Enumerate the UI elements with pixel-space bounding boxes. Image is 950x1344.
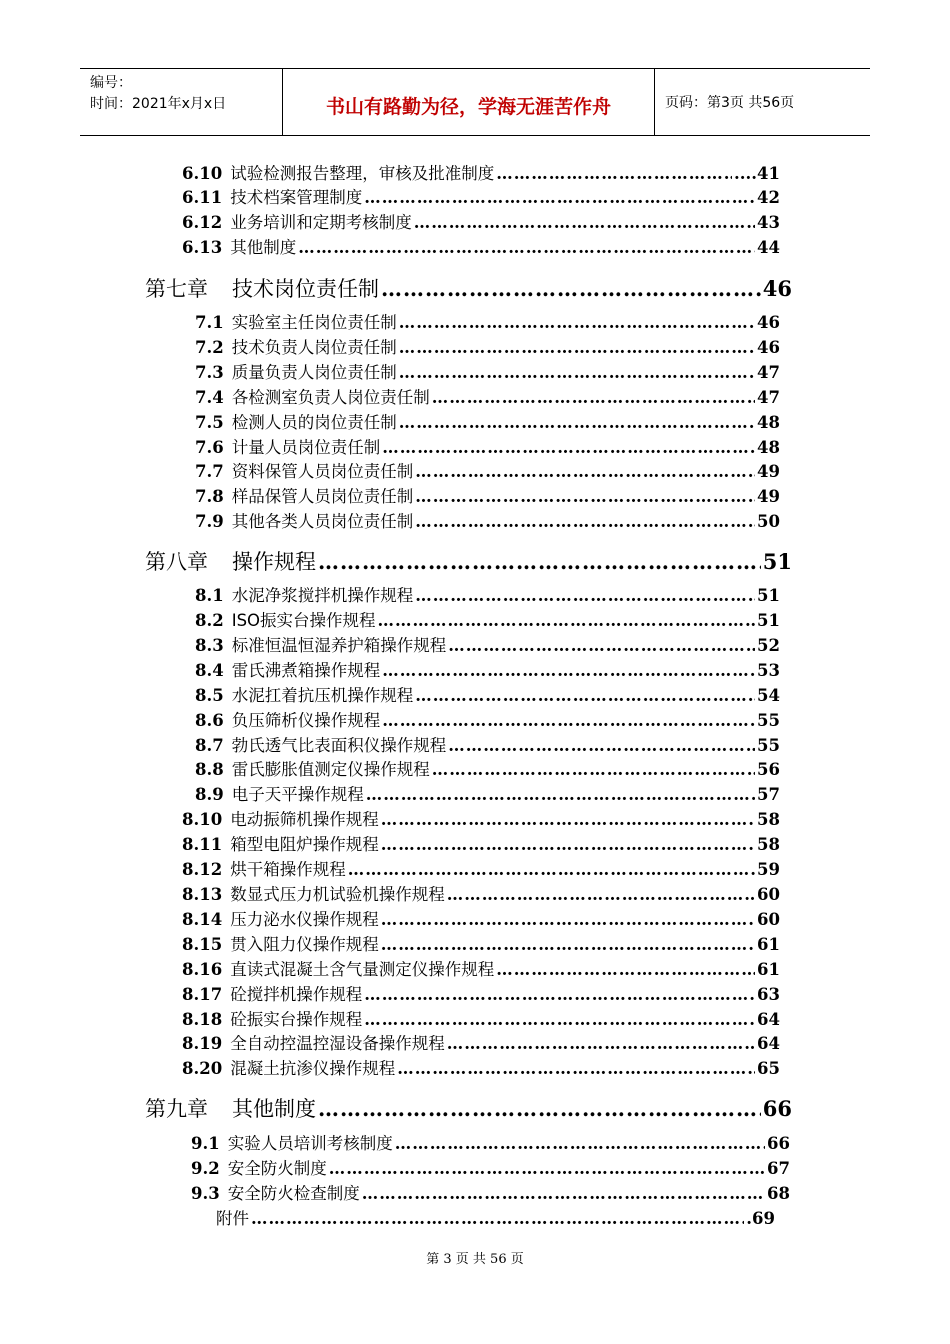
toc-title: 操作规程	[232, 550, 316, 574]
toc-leader-dots	[381, 935, 755, 954]
toc-title: ISO振实台操作规程	[231, 611, 376, 630]
toc-number: 6.10	[182, 164, 223, 183]
page-footer: 第 3 页 共 56 页	[426, 1252, 524, 1267]
toc-leader-dots	[366, 785, 755, 804]
toc-number: 6.11	[182, 188, 223, 207]
toc-page-number: 49	[757, 487, 780, 506]
toc-title: 其他制度	[230, 238, 297, 257]
toc-entry[interactable]	[195, 582, 780, 606]
toc-number: 8.13	[182, 885, 223, 904]
toc-leader-dots	[399, 338, 755, 357]
toc-leader-dots	[364, 188, 755, 207]
header-meta	[80, 69, 283, 135]
toc-entry[interactable]	[216, 1205, 775, 1229]
toc-entry[interactable]	[191, 1180, 790, 1204]
toc-leader-dots	[397, 1059, 755, 1078]
toc-leader-dots	[496, 960, 755, 979]
toc-entry[interactable]	[182, 956, 780, 980]
toc-leader-dots	[448, 636, 755, 655]
toc-entry[interactable]	[182, 881, 780, 905]
toc-leader-dots	[448, 736, 755, 755]
toc-page-number: 55	[757, 711, 780, 730]
toc-leader-dots	[414, 213, 755, 232]
toc-number: 8.5	[195, 686, 224, 705]
toc-title: 压力泌水仪操作规程	[230, 910, 379, 929]
toc-title: 负压筛析仪操作规程	[231, 711, 381, 730]
toc-page-number: 66	[762, 1096, 792, 1121]
toc-page-number: 51	[757, 586, 780, 605]
toc-page-number: 44	[757, 238, 780, 257]
toc-entry[interactable]	[195, 309, 780, 333]
toc-number: 8.11	[182, 835, 223, 854]
toc-leader-dots	[318, 549, 761, 574]
toc-title: 其他制度	[232, 1097, 316, 1121]
toc-leader-dots	[381, 910, 755, 929]
toc-page-number: 56	[757, 760, 780, 779]
toc-page-number: 50	[757, 512, 780, 531]
toc-entry[interactable]	[182, 160, 780, 184]
date-label: 时间：2021年x月x日	[90, 96, 227, 112]
toc-number: 9.1	[191, 1134, 220, 1153]
toc-entry[interactable]	[182, 209, 780, 233]
toc-entry[interactable]	[182, 1055, 780, 1079]
toc-entry[interactable]	[182, 981, 780, 1005]
toc-title: 技术档案管理制度	[230, 188, 363, 207]
toc-entry[interactable]	[182, 1006, 780, 1030]
toc-number: 第九章	[145, 1097, 208, 1121]
toc-leader-dots	[415, 487, 755, 506]
toc-page-number: 48	[757, 413, 780, 432]
toc-number: 8.18	[182, 1010, 223, 1029]
toc-title: 业务培训和定期考核制度	[230, 213, 412, 232]
toc-page-number: 59	[757, 860, 780, 879]
toc-number: 8.15	[182, 935, 223, 954]
toc-number: 7.3	[195, 363, 224, 382]
toc-title: 安全防火制度	[227, 1159, 327, 1178]
toc-number: 7.5	[195, 413, 224, 432]
toc-number: 7.2	[195, 338, 224, 357]
toc-leader-dots	[364, 985, 755, 1004]
toc-page-number: 63	[757, 985, 780, 1004]
number-label: 编号：	[90, 75, 132, 91]
toc-leader-dots	[415, 586, 755, 605]
toc-title: 质量负责人岗位责任制	[231, 363, 397, 382]
toc-page-number: 60	[757, 885, 780, 904]
toc-number: 6.13	[182, 238, 223, 257]
toc-number: 8.17	[182, 985, 223, 1004]
toc-entry[interactable]	[195, 334, 780, 358]
toc-leader-dots	[415, 512, 755, 531]
toc-leader-dots	[496, 164, 732, 183]
toc-entry[interactable]	[195, 458, 780, 482]
toc-number: 8.10	[182, 810, 223, 829]
toc-number: 8.20	[182, 1059, 223, 1078]
toc-title: 资料保管人员岗位责任制	[231, 462, 414, 481]
toc-number: 6.12	[182, 213, 223, 232]
page-header	[80, 68, 870, 136]
toc-number: 8.14	[182, 910, 223, 929]
toc-number: 7.1	[195, 313, 224, 332]
toc-chapter[interactable]	[145, 546, 792, 576]
toc-entry[interactable]	[191, 1155, 790, 1179]
toc-page-number: .69	[746, 1209, 775, 1228]
toc-page-number: 46	[762, 276, 792, 301]
toc-entry[interactable]	[182, 856, 780, 880]
toc-number: 9.2	[191, 1159, 220, 1178]
toc-page-number: 60	[757, 910, 780, 929]
toc-entry[interactable]	[182, 906, 780, 930]
toc-title: 样品保管人员岗位责任制	[231, 487, 414, 506]
toc-title: 各检测室负责人岗位责任制	[231, 388, 430, 407]
toc-entry[interactable]	[195, 657, 780, 681]
toc-page-number: 61	[757, 935, 780, 954]
toc-leader-dots	[318, 1096, 761, 1121]
toc-page-number: 58	[757, 835, 780, 854]
toc-title: 附件	[216, 1209, 249, 1228]
toc-number: 8.16	[182, 960, 223, 979]
toc-title: 其他各类人员岗位责任制	[231, 512, 414, 531]
toc-leader-dots	[378, 611, 755, 630]
toc-title: 试验检测报告整理，审核及批准制度	[230, 164, 495, 183]
toc-number: 9.3	[191, 1184, 220, 1203]
toc-title: 雷氏膨胀值测定仪操作规程	[231, 760, 430, 779]
toc-entry[interactable]	[195, 359, 780, 383]
toc-title: 全自动控温控湿设备操作规程	[230, 1034, 445, 1053]
toc-entry[interactable]	[182, 184, 780, 208]
toc-page-number: 46	[757, 338, 780, 357]
toc-number: 7.8	[195, 487, 224, 506]
toc-leader-dots	[447, 1034, 755, 1053]
toc-entry[interactable]	[195, 732, 780, 756]
toc-page-number: 51	[757, 611, 780, 630]
toc-entry[interactable]	[182, 931, 780, 955]
toc-entry[interactable]	[195, 508, 780, 532]
toc-entry[interactable]	[182, 806, 780, 830]
toc-title: 电子天平操作规程	[231, 785, 364, 804]
toc-title: 水泥扛着抗压机操作规程	[231, 686, 414, 705]
toc-title: 混凝土抗渗仪操作规程	[230, 1059, 396, 1078]
toc-leader-dots	[415, 462, 755, 481]
toc-title: 砼振实台操作规程	[230, 1010, 363, 1029]
toc-entry[interactable]	[195, 483, 780, 507]
toc-page-number: 46	[757, 313, 780, 332]
toc-leader-dots	[382, 711, 755, 730]
toc-number: 8.2	[195, 611, 224, 630]
toc-title: 数显式压力机试验机操作规程	[230, 885, 445, 904]
toc-leader-dots	[298, 238, 755, 257]
toc-number: 8.3	[195, 636, 224, 655]
toc-number: 第七章	[145, 277, 208, 301]
toc-number: 8.4	[195, 661, 224, 680]
toc-page-number: 61	[757, 960, 780, 979]
toc-number: 8.6	[195, 711, 224, 730]
toc-leader-dots	[399, 313, 755, 332]
toc-leader-dots	[381, 835, 755, 854]
toc-chapter[interactable]	[145, 273, 792, 303]
toc-page-number: 42	[757, 188, 780, 207]
toc-page-number: 58	[757, 810, 780, 829]
toc-leader-dots	[432, 388, 755, 407]
toc-page-number: 49	[757, 462, 780, 481]
toc-leader-dots	[381, 810, 755, 829]
toc-entry[interactable]	[195, 409, 780, 433]
toc-number: 7.9	[195, 512, 224, 531]
toc-page-number: 68	[767, 1184, 790, 1203]
toc-number: 第八章	[145, 550, 208, 574]
toc-page-number: 67	[767, 1159, 790, 1178]
toc-leader-dots	[364, 1010, 755, 1029]
toc-page-number: 47	[757, 388, 780, 407]
toc-title: 箱型电阻炉操作规程	[230, 835, 379, 854]
toc-leader-dots	[348, 860, 755, 879]
toc-page-number: 65	[757, 1059, 780, 1078]
header-page-info: 页码：第3页 共56页	[665, 95, 795, 111]
toc-number: 8.19	[182, 1034, 223, 1053]
toc-title: 技术岗位责任制	[232, 277, 379, 301]
toc-entry[interactable]	[195, 607, 780, 631]
toc-entry[interactable]	[195, 781, 780, 805]
toc-title: 勃氏透气比表面积仪操作规程	[231, 736, 447, 755]
toc-leader-dots	[399, 413, 755, 432]
toc-chapter[interactable]	[145, 1093, 792, 1123]
toc-entry[interactable]	[182, 234, 780, 258]
toc-number: 7.6	[195, 438, 224, 457]
toc-title: 实验室主任岗位责任制	[231, 313, 397, 332]
toc-title: 标准恒温恒湿养护箱操作规程	[231, 636, 447, 655]
toc-page-number: 53	[757, 661, 780, 680]
toc-page-number: 51	[762, 549, 792, 574]
toc-page-number: 64	[757, 1010, 780, 1029]
toc-leader-dots	[382, 438, 755, 457]
toc-leader-dots	[329, 1159, 765, 1178]
toc-entry[interactable]	[191, 1130, 790, 1154]
toc-entry[interactable]	[195, 756, 780, 780]
toc-number: 7.7	[195, 462, 224, 481]
toc-leader-dots	[381, 276, 761, 301]
toc-number: 8.1	[195, 586, 224, 605]
toc-title: 电动振筛机操作规程	[230, 810, 379, 829]
toc-leader-dots	[399, 363, 755, 382]
toc-page-number: 55	[757, 736, 780, 755]
toc-title: 雷氏沸煮箱操作规程	[231, 661, 381, 680]
toc-title: 砼搅拌机操作规程	[230, 985, 363, 1004]
toc-page-number: 64	[757, 1034, 780, 1053]
toc-title: 安全防火检查制度	[227, 1184, 360, 1203]
toc-entry[interactable]	[195, 682, 780, 706]
toc-title: 水泥净浆搅拌机操作规程	[231, 586, 414, 605]
toc-entry[interactable]	[195, 707, 780, 731]
toc-number: 8.8	[195, 760, 224, 779]
toc-leader-dots	[382, 661, 755, 680]
toc-number: 8.7	[195, 736, 224, 755]
toc-page-number: 47	[757, 363, 780, 382]
toc-leader-dots	[395, 1134, 765, 1153]
toc-leader-dots	[432, 760, 755, 779]
toc-title: 烘干箱操作规程	[230, 860, 346, 879]
toc-page-number: 48	[757, 438, 780, 457]
toc-leader-dots	[251, 1209, 744, 1228]
toc-page-number: 66	[767, 1134, 790, 1153]
toc-title: 贯入阻力仪操作规程	[230, 935, 379, 954]
toc-entry[interactable]	[195, 434, 780, 458]
toc-page-number: 52	[757, 636, 780, 655]
toc-entry[interactable]	[182, 1030, 780, 1054]
toc-title: 检测人员的岗位责任制	[231, 413, 397, 432]
header-motto: 书山有路勤为径，学海无涯苦作舟	[283, 69, 655, 135]
toc-leader-dots	[362, 1184, 765, 1203]
toc-entry[interactable]	[195, 632, 780, 656]
toc-leader-dots	[447, 885, 755, 904]
toc-page-number: 54	[757, 686, 780, 705]
toc-entry[interactable]	[195, 384, 780, 408]
toc-number: 8.9	[195, 785, 224, 804]
toc-title: 直读式混凝土含气量测定仪操作规程	[230, 960, 495, 979]
toc-page-number: ....41	[734, 164, 780, 183]
toc-title: 计量人员岗位责任制	[231, 438, 381, 457]
toc-page-number: 57	[757, 785, 780, 804]
toc-entry[interactable]	[182, 831, 780, 855]
toc-number: 7.4	[195, 388, 224, 407]
toc-number: 8.12	[182, 860, 223, 879]
toc-title: 实验人员培训考核制度	[227, 1134, 393, 1153]
toc-title: 技术负责人岗位责任制	[231, 338, 397, 357]
toc-leader-dots	[415, 686, 755, 705]
toc-page-number: 43	[757, 213, 780, 232]
